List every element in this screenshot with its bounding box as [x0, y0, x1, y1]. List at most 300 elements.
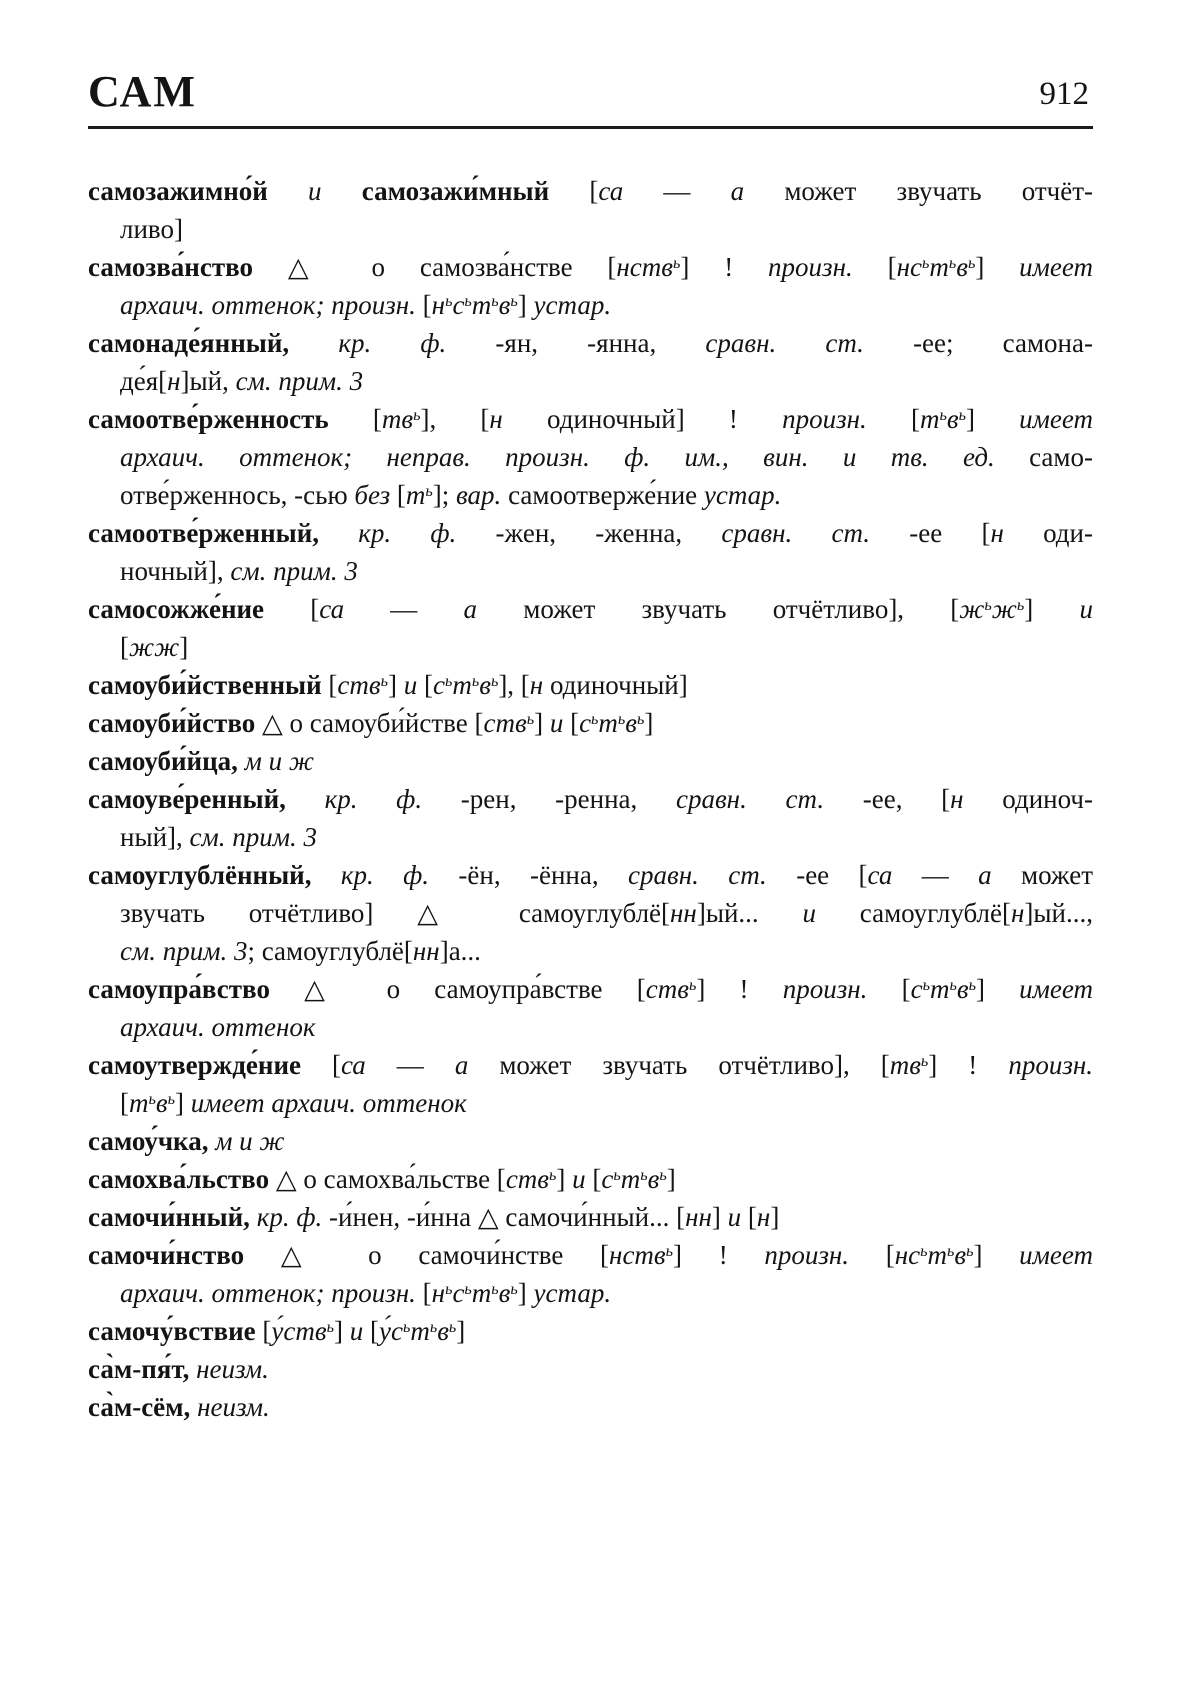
text-run: т: [471, 1278, 492, 1308]
text-run: [: [563, 708, 580, 738]
text-run: [: [415, 290, 432, 320]
entry-line: [88, 894, 1093, 932]
text-run: [: [417, 670, 433, 700]
text-run: т: [620, 1164, 641, 1194]
text-run: и: [572, 1164, 586, 1194]
text-run: м и ж: [244, 746, 314, 776]
text-run: произн.: [768, 252, 853, 282]
text-run: [: [262, 1316, 272, 1346]
text-run: -ён, -ённа,: [429, 860, 628, 890]
text-run: [: [310, 594, 320, 624]
text-run: одиночный] !: [502, 404, 783, 434]
text-run: -и́нен, -и́нна △ самочи́нный... [: [322, 1202, 686, 1232]
dictionary-entry: [88, 590, 1093, 666]
text-run: ]: [456, 1316, 466, 1346]
text-run: архаич. оттенок; неправ. произн. ф. им., вин. и тв. ед.: [120, 442, 995, 472]
text-run: -ян, -янна,: [446, 328, 706, 358]
text-run: и: [1079, 594, 1094, 624]
text-run: ь: [939, 405, 947, 424]
entry-line: [88, 1350, 1093, 1388]
text-run: ь: [659, 1165, 667, 1184]
text-run: без: [354, 480, 391, 510]
text-run: архаич. оттенок: [120, 1012, 316, 1042]
text-run: нств: [616, 252, 674, 282]
text-run: может звучать отчётливо], [: [477, 594, 960, 624]
text-run: вар.: [456, 480, 502, 510]
text-run: ]: [179, 632, 189, 662]
text-run: сравн. ст.: [628, 860, 767, 890]
text-run: н: [990, 518, 1004, 548]
text-run: ь: [958, 405, 966, 424]
text-run: △ о самочи́нстве [: [280, 1240, 610, 1270]
entry-line: [88, 1084, 1093, 1122]
text-run: [: [332, 1050, 341, 1080]
text-run: нс: [896, 252, 922, 282]
text-run: [: [363, 1316, 379, 1346]
text-run: [: [120, 632, 129, 662]
text-run: с: [432, 670, 445, 700]
text-run: ь: [326, 1317, 334, 1336]
dictionary-entry: [88, 742, 1093, 780]
text-run: ];: [432, 480, 457, 510]
text-run: с: [579, 708, 592, 738]
text-run: ств: [337, 670, 381, 700]
entry-line: [88, 970, 1093, 1008]
entry-line: [88, 248, 1093, 286]
entry-line: [88, 1274, 1093, 1312]
text-run: н: [431, 1278, 446, 1308]
entry-line: [88, 400, 1093, 438]
text-run: △ о самозва́нстве [: [287, 252, 617, 282]
text-run: ь: [510, 1279, 518, 1298]
text-run: и: [802, 898, 816, 928]
entry-line: [88, 1312, 1093, 1350]
dictionary-entry: [88, 666, 1093, 704]
text-run: в: [946, 404, 959, 434]
text-run: т: [929, 252, 949, 282]
text-run: △ о самоуби́йстве [: [261, 708, 484, 738]
text-run: ь: [380, 671, 388, 690]
text-run: са: [867, 860, 893, 890]
text-run: произн.: [764, 1240, 850, 1270]
text-run: с: [452, 290, 465, 320]
text-run: н: [167, 366, 181, 396]
text-run: -жен, -женна,: [456, 518, 722, 548]
text-run: может: [991, 860, 1094, 890]
text-run: самоотве́рженность: [88, 404, 373, 434]
text-run: [: [372, 404, 382, 434]
entry-line: [88, 780, 1093, 818]
page-header: [88, 67, 1093, 122]
text-run: отве́рженнось, -сью: [120, 480, 355, 510]
text-run: ]: [770, 1202, 780, 1232]
text-run: т: [598, 708, 618, 738]
text-run: ь: [688, 975, 697, 994]
entry-line: [88, 1008, 1093, 1046]
text-run: н: [1010, 898, 1025, 928]
text-run: ь: [464, 1279, 472, 1298]
text-run: жж: [129, 632, 180, 662]
text-run: самоупра́вство: [88, 974, 305, 1004]
text-run: архаич. оттенок; произн.: [120, 290, 416, 320]
dictionary-entry: [88, 1046, 1093, 1122]
text-run: [: [328, 670, 338, 700]
text-run: ]: [711, 1202, 728, 1232]
text-run: самоу́чка,: [88, 1126, 216, 1156]
text-run: в: [437, 1316, 449, 1346]
text-run: самоотверже́ние: [501, 480, 704, 510]
text-run: ь: [613, 1165, 621, 1184]
text-run: ь: [948, 253, 957, 272]
entry-line: [88, 1046, 1093, 1084]
text-run: и: [308, 176, 362, 206]
text-run: ь: [549, 1165, 557, 1184]
text-run: см. прим. 3: [235, 366, 364, 396]
text-run: [: [852, 252, 897, 282]
text-run: ь: [984, 595, 992, 614]
text-run: самоотве́рженный,: [88, 518, 359, 548]
entry-line: [88, 286, 1093, 324]
text-run: т: [405, 480, 426, 510]
text-run: см. прим. 3: [230, 556, 358, 586]
text-run: кр. ф.: [340, 860, 430, 890]
text-run: [: [390, 480, 406, 510]
text-run: архаич. оттенок; произн.: [120, 1278, 416, 1308]
text-run: самохва́льство: [88, 1164, 276, 1194]
entry-line: [88, 856, 1093, 894]
entry-line: [88, 628, 1093, 666]
text-run: ь: [510, 291, 518, 310]
text-run: са: [598, 176, 624, 206]
entry-line: [88, 666, 1093, 704]
text-run: сравн. ст.: [675, 784, 825, 814]
text-run: ь: [947, 1241, 955, 1260]
text-run: ж: [991, 594, 1017, 624]
text-run: [: [415, 1278, 432, 1308]
text-run: т: [410, 1316, 430, 1346]
text-run: ], [: [420, 404, 490, 434]
text-run: т: [452, 670, 472, 700]
text-run: са: [341, 1050, 366, 1080]
text-run: имеет: [1019, 1240, 1093, 1270]
entry-line: [88, 438, 1093, 476]
text-run: [: [849, 1240, 895, 1270]
text-run: тв: [381, 404, 414, 434]
text-run: одиночный]: [543, 670, 688, 700]
text-run: ]: [644, 708, 654, 738]
text-run: ь: [637, 709, 645, 728]
text-run: в: [479, 670, 491, 700]
entry-line: [88, 514, 1093, 552]
text-run: самосожже́ние: [88, 594, 311, 624]
header-page-number: 912: [1039, 76, 1089, 112]
text-run: самозва́нство: [88, 252, 288, 282]
text-run: у́ств: [271, 1316, 327, 1346]
text-run: ь: [402, 1317, 411, 1336]
text-run: ь: [491, 1279, 499, 1298]
text-run: кр. ф.: [324, 784, 423, 814]
dictionary-entry: [88, 856, 1093, 970]
text-run: произн.: [1008, 1050, 1093, 1080]
text-run: ь: [148, 1089, 156, 1108]
entry-line: [88, 1198, 1093, 1236]
text-run: неизм.: [197, 1392, 270, 1422]
entry-line: [88, 210, 1093, 248]
text-run: с: [910, 974, 923, 1004]
text-run: ], [: [498, 670, 530, 700]
text-run: ств: [483, 708, 527, 738]
text-run: —: [344, 594, 464, 624]
entry-line: [88, 742, 1093, 780]
text-run: в: [498, 1278, 511, 1308]
text-run: у́с: [378, 1316, 403, 1346]
text-run: ]: [973, 1240, 1020, 1270]
text-run: а: [463, 594, 478, 624]
entry-line: [88, 704, 1093, 742]
text-run: ]: [965, 404, 1020, 434]
text-run: ь: [445, 1279, 453, 1298]
text-run: ь: [665, 1241, 674, 1260]
text-run: ь: [922, 975, 930, 994]
text-run: [: [866, 404, 920, 434]
text-run: кр. ф.: [338, 328, 447, 358]
dictionary-entry: [88, 1160, 1093, 1198]
text-run: ]: [174, 1088, 191, 1118]
text-run: и: [349, 1316, 364, 1346]
text-run: самоутвержде́ние: [88, 1050, 332, 1080]
text-run: самочи́нный,: [88, 1202, 257, 1232]
text-run: в: [155, 1088, 168, 1118]
text-run: -ее [: [870, 518, 991, 548]
text-run: т: [920, 404, 940, 434]
dictionary-entry: [88, 172, 1093, 248]
text-run: [: [120, 1088, 129, 1118]
text-run: ]ый...,: [1024, 898, 1093, 928]
text-run: де́я[: [120, 366, 168, 396]
entry-line: [88, 476, 1093, 514]
text-run: а: [730, 176, 745, 206]
text-run: н: [756, 1202, 771, 1232]
text-run: самочу́вствие: [88, 1316, 263, 1346]
entry-line: [88, 324, 1093, 362]
header-section-label: САМ: [88, 67, 197, 116]
text-run: оди-: [1003, 518, 1093, 548]
text-run: ]: [333, 1316, 350, 1346]
dictionary-entry: [88, 704, 1093, 742]
text-run: т: [929, 974, 950, 1004]
text-run: с: [601, 1164, 614, 1194]
text-run: т: [471, 290, 492, 320]
text-run: ] !: [928, 1050, 1009, 1080]
text-run: произн.: [782, 404, 867, 434]
text-run: в: [954, 1240, 967, 1270]
entry-line: [88, 590, 1093, 628]
entries-container: [88, 172, 1093, 1426]
text-run: [: [589, 176, 599, 206]
entry-line: [88, 1122, 1093, 1160]
text-run: ь: [640, 1165, 648, 1184]
text-run: имеет: [1019, 974, 1093, 1004]
text-run: н: [489, 404, 503, 434]
text-run: [: [741, 1202, 757, 1232]
text-run: самозажи́мный: [361, 176, 590, 206]
text-run: н: [529, 670, 544, 700]
text-run: самоуглублённый,: [88, 860, 341, 890]
text-run: ь: [591, 709, 599, 728]
text-run: ]: [517, 1278, 534, 1308]
text-run: нн: [412, 936, 440, 966]
dictionary-entry: [88, 1198, 1093, 1236]
dictionary-entry: [88, 324, 1093, 400]
text-run: ь: [617, 709, 626, 728]
text-run: имеет архаич. оттенок: [190, 1088, 467, 1118]
text-run: ь: [444, 671, 453, 690]
text-run: ночный],: [120, 556, 231, 586]
text-run: устар.: [533, 1278, 612, 1308]
text-run: —: [892, 860, 979, 890]
text-run: в: [647, 1164, 660, 1194]
text-run: н: [950, 784, 964, 814]
text-run: са̀м-сём,: [88, 1392, 198, 1422]
text-run: ]: [975, 252, 1020, 282]
text-run: —: [623, 176, 731, 206]
text-run: ь: [968, 975, 976, 994]
text-run: может звучать отчётливо], [: [468, 1050, 890, 1080]
text-run: ь: [673, 253, 681, 272]
text-run: ]: [666, 1164, 676, 1194]
text-run: -ее; самона-: [863, 328, 1093, 358]
text-run: △ о самохва́льстве [: [275, 1164, 506, 1194]
text-run: ливо]: [120, 214, 183, 244]
text-run: т: [129, 1088, 149, 1118]
text-run: н: [431, 290, 446, 320]
text-run: ь: [921, 253, 930, 272]
text-run: ]: [556, 1164, 573, 1194]
text-run: имеет: [1019, 252, 1093, 282]
text-run: ь: [967, 253, 976, 272]
text-run: ]ый...: [696, 898, 803, 928]
text-run: ь: [425, 481, 433, 500]
text-run: самоуби́йственный: [88, 670, 329, 700]
text-run: звучать отчётливо] △ самоуглублё[: [120, 898, 671, 928]
text-run: ь: [920, 1241, 928, 1260]
text-run: самозажимно́й: [88, 176, 309, 206]
dictionary-entry: [88, 780, 1093, 856]
text-run: а: [978, 860, 992, 890]
entry-line: [88, 362, 1093, 400]
text-run: ств: [505, 1164, 550, 1194]
text-run: т: [927, 1240, 947, 1270]
text-run: нств: [609, 1240, 666, 1270]
text-run: ь: [920, 1051, 929, 1070]
dictionary-entry: [88, 970, 1093, 1046]
text-run: устар.: [703, 480, 782, 510]
dictionary-entry: [88, 1122, 1093, 1160]
entry-line: [88, 552, 1093, 590]
text-run: см. прим. 3: [120, 936, 248, 966]
text-run: ный],: [120, 822, 190, 852]
text-run: ь: [491, 291, 499, 310]
text-run: -ее [: [766, 860, 868, 890]
text-run: кр. ф.: [358, 518, 457, 548]
text-run: ]: [387, 670, 404, 700]
text-run: нн: [670, 898, 697, 928]
dictionary-entry: [88, 1388, 1093, 1426]
text-run: имеет: [1019, 404, 1094, 434]
entry-line: [88, 818, 1093, 856]
text-run: са̀м-пя́т,: [88, 1354, 197, 1384]
text-run: ь: [429, 1317, 438, 1336]
text-run: в: [625, 708, 638, 738]
entry-line: [88, 1160, 1093, 1198]
dictionary-entry: [88, 1236, 1093, 1312]
text-run: ] !: [673, 1240, 765, 1270]
text-run: ь: [167, 1089, 175, 1108]
text-run: -рен, -ренна,: [422, 784, 676, 814]
text-run: ь: [448, 1317, 457, 1336]
text-run: ь: [949, 975, 957, 994]
text-run: ]: [517, 290, 534, 320]
text-run: самоуве́ренный,: [88, 784, 325, 814]
header-rule: [88, 126, 1093, 129]
text-run: устар.: [533, 290, 612, 320]
text-run: в: [956, 974, 969, 1004]
text-run: в: [956, 252, 968, 282]
text-run: ь: [413, 405, 421, 424]
text-run: ]: [1024, 594, 1080, 624]
text-run: а: [454, 1050, 469, 1080]
text-run: [: [867, 974, 911, 1004]
text-run: самоуби́йца,: [88, 746, 245, 776]
dictionary-entry: [88, 400, 1093, 514]
text-run: самонаде́янный,: [88, 328, 339, 358]
text-run: может звучать отчёт-: [744, 176, 1094, 206]
text-run: и: [549, 708, 564, 738]
text-run: ]: [534, 708, 550, 738]
text-run: ] !: [680, 252, 769, 282]
dictionary-entry: [88, 514, 1093, 590]
text-run: ]: [975, 974, 1020, 1004]
text-run: ь: [464, 291, 472, 310]
text-run: одиноч-: [963, 784, 1094, 814]
text-run: и: [727, 1202, 742, 1232]
entry-line: [88, 932, 1093, 970]
text-run: са: [319, 594, 345, 624]
text-run: неизм.: [196, 1354, 269, 1384]
text-run: ]ый,: [180, 366, 236, 396]
text-run: само-: [994, 442, 1093, 472]
text-run: см. прим. 3: [189, 822, 317, 852]
text-run: ]а...: [439, 936, 481, 966]
dictionary-entry: [88, 1312, 1093, 1350]
text-run: м и ж: [215, 1126, 285, 1156]
text-run: произн.: [782, 974, 868, 1004]
dictionary-entry: [88, 248, 1093, 324]
text-run: сравн. ст.: [705, 328, 864, 358]
text-run: ь: [966, 1241, 974, 1260]
text-run: ; самоуглублё[: [247, 936, 413, 966]
text-run: с: [452, 1278, 465, 1308]
text-run: ] !: [696, 974, 783, 1004]
dictionary-entry: [88, 1350, 1093, 1388]
text-run: —: [365, 1050, 455, 1080]
text-run: ь: [490, 671, 499, 690]
text-run: △ о самоупра́встве [: [304, 974, 646, 1004]
text-run: и: [403, 670, 418, 700]
text-run: -ее, [: [824, 784, 951, 814]
text-run: нн: [685, 1202, 712, 1232]
text-run: ь: [526, 709, 535, 728]
